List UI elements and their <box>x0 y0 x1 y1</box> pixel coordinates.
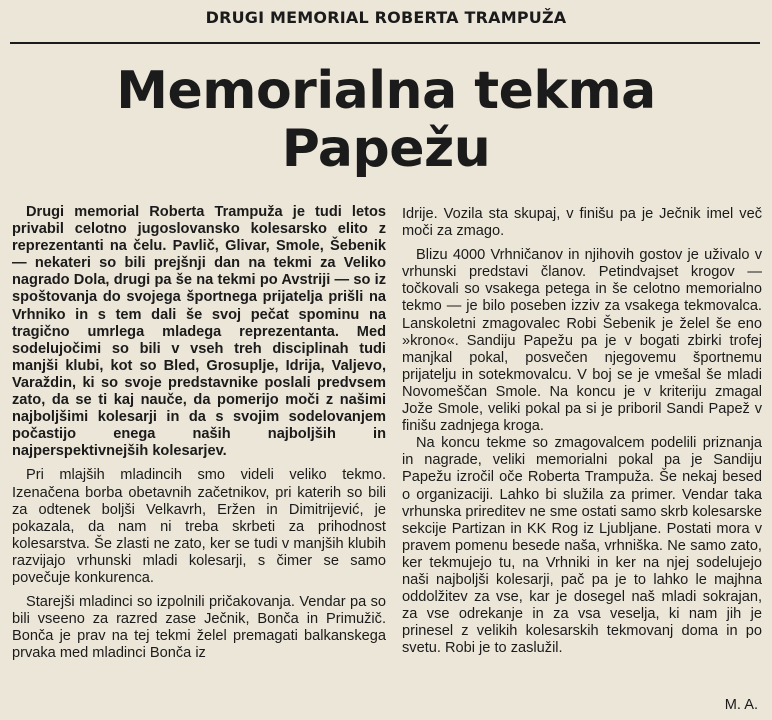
body-paragraph: Starejši mladinci so izpolnili pričakovanja. Vendar pa so bili vseeno za razred zase Ječnik, Bonča in Primužič. Bonča je prav na tej tekmi želel premagati balkanskega prvaka med mladinci Bonča iz <box>12 594 386 662</box>
continued-paragraph: Idrije. Vozila sta skupaj, v finišu pa je Ječnik imel več moči za zmago. <box>402 206 762 240</box>
body-paragraph: Pri mlajših mladincih smo videli veliko tekmo. Izenačena borba obetavnih začetnikov, pri katerih so bili za odtenek boljši Velkavrh, Eržen in Dimitrijević, je pokazala, da nam ni treba skrbeti za prihodnost kolesarstva. Še zlasti ne zato, ker se tudi v manjših klubih razvijajo vrhunski mladi kolesarji, s čimer se samo povečuje konkurenca. <box>12 467 386 586</box>
body-paragraph: Na koncu tekme so zmagovalcem podelili priznanja in nagrade, veliki memorialni pokal pa je Sandiju Papežu izročil oče Roberta Trampuža. Še nekaj besed o organizaciji. Lahko bi služila za primer. Vendar taka vrhunska prireditev ne sme ostati samo skrb kolesarske sekcije Partizan in KK Rog iz Ljubljane. Postati mora v pravem pomenu besede naša, vrhniška. Ne samo zato, ker tekmujejo tu, na Vrhniki in ker na njej sodelujejo naši najboljši kolesarji, pač pa je to lahko le majhna oddolžitev za vse, kar je dosegel naš mladi sokrajan, za vse odrekanje in za vsa veselja, ki nam jih je prinesel z velikih kolesarskih tekmovanj doma in po svetu. Robi je to zaslužil. <box>402 435 762 657</box>
article-headline <box>0 62 772 178</box>
article-kicker: DRUGI MEMORIAL ROBERTA TRAMPUŽA <box>205 8 567 27</box>
kicker-rule <box>10 42 760 44</box>
headline-line-2: Papežu <box>281 119 491 179</box>
body-paragraph: Blizu 4000 Vrhničanov in njihovih gostov je uživalo v vrhunski predstavi članov. Petindvajset krogov — točkovali so vsakega petega in še celotno memorialno tekmo — je bilo poseben izziv za vsakega tekmovalca. Lanskoletni zmagovalec Robi Šebenik je želel še eno »krono«. Sandiju Papežu pa je v bogati zbirki trofej manjkal pokal, posvečen njegovemu športnemu prijatelju in sotekmovalcu. V boj se je vmešal še mladi Novomeščan Smole. Na koncu je v kriteriju zmagal Jože Smole, veliki pokal pa si je priboril Sandi Papež v finišu zadnjega kroga. <box>402 247 762 435</box>
right-column <box>402 206 762 657</box>
left-column <box>12 204 386 662</box>
author-signature: M. A. <box>724 697 758 713</box>
lead-paragraph: Drugi memorial Roberta Trampuža je tudi letos privabil celotno jugoslovansko kolesarsko elito z reprezentanti na čelu. Pavlič, Glivar, Smole, Šebenik — nekateri so bili prejšnji dan na tekmi za Veliko nagrado Dola, drugi pa še na tekmi po Avstriji — so iz spoštovanja do svojega športnega prijatelja prišli na Vrhniko in s tem dali še svoj pečat spominu na tragično umrlega mladega reprezentanta. Med sodelujočimi so bili v vseh treh disciplinah tudi manjši klubi, kot so Bled, Grosuplje, Idrija, Valjevo, Varaždin, ki so svoje predstavnike poslali predvsem zato, da se ti kaj nauče, da pomerijo moči z našimi najboljšimi kolesarji in da s svojim sodelovanjem počastijo enega naših najboljših in najperspektivnejših kolesarjev. <box>12 204 386 460</box>
headline-line-1: Memorialna tekma <box>116 61 656 121</box>
